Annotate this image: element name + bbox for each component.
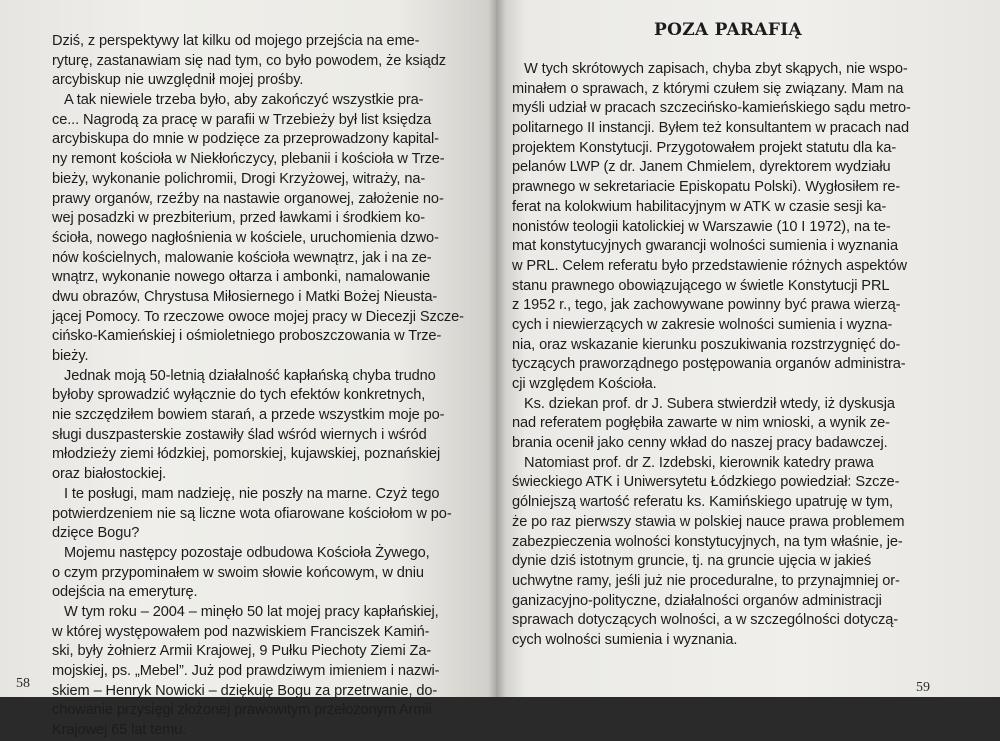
text-line: prawy organów, rzeźby na nastawie organowej, założenie no-: [52, 190, 444, 207]
text-line: nów kościelnych, malowanie kościoła wewnątrz, jak i na ze-: [52, 249, 432, 266]
text-line: nia, oraz wskazanie kierunku poszukiwania rozstrzygnięć do-: [512, 336, 901, 353]
text-line: Mojemu następcy pozostaje odbudowa Kościoła Żywego,: [64, 544, 430, 561]
chapter-heading: POZA PARAFIĄ: [654, 20, 802, 40]
left-page-number: 58: [16, 676, 30, 691]
text-line: ferat na kolokwium habilitacyjnym w ATK w czasie sesji ka-: [512, 198, 887, 215]
text-line: uchwytne ramy, jeśli już nie proceduralne, to przynajmniej or-: [512, 572, 900, 589]
text-line: mat konstytucyjnych gwarancji wolności sumienia i wyznania: [512, 238, 898, 255]
book-gutter: [488, 0, 506, 697]
text-line: nonistów teologii katolickiej w Warszawie (10 I 1972), na te-: [512, 218, 891, 235]
text-line: Ks. dziekan prof. dr J. Subera stwierdził wtedy, iż dyskusja: [524, 395, 895, 412]
text-line: skiem – Henryk Nowicki – dziękuję Bogu za przetrwanie, do-: [52, 682, 438, 699]
text-line: sługi duszpasterskie zostawiły ślad wśród wiernych i wśród: [52, 426, 427, 443]
text-line: politarnego II instancji. Byłem też konsultantem w pracach nad: [512, 120, 909, 137]
text-line: chowanie przysięgi złożonej prawowitym przełożonym Armii: [52, 702, 432, 719]
right-page: [496, 0, 1000, 697]
text-line: nad referatem pogłębiła zawarte w nim wnioski, a wynik ze-: [512, 415, 890, 432]
right-page-text: [512, 60, 928, 651]
text-line: w której występowałem pod nazwiskiem Franciszek Kamiń-: [52, 623, 430, 640]
text-line: bieży, wykonanie polichromii, Drogi Krzyżowej, witraży, na-: [52, 170, 426, 187]
text-line: oraz białostockiej.: [52, 466, 167, 483]
text-line: cińsko-Kamieńskiej i ośmioletniego proboszczowania w Trze-: [52, 328, 442, 345]
text-line: pelanów LWP (z dr. Janem Chmielem, dyrektorem wydziału: [512, 159, 891, 176]
text-line: stanu prawnego obowiązującego w świetle Konstytucji PRL: [512, 277, 890, 294]
text-line: arcybiskup nie uwzględnił mojej prośby.: [52, 72, 304, 89]
text-line: potwierdzeniem nie są liczne wota ofiarowane kościołom w po-: [52, 505, 452, 522]
text-line: mojskiej, ps. „Mebel”. Już pod prawdziwym imieniem i nazwi-: [52, 663, 440, 679]
text-line: nie szczędziłem bowiem starań, a przede wszystkim moje po-: [52, 407, 445, 424]
text-line: z 1952 r., tego, jak zachowywane powinny być prawa wierzą-: [512, 297, 901, 314]
text-line: cych wolności sumienia i wyznania.: [512, 631, 738, 648]
text-line: wej posadzki w prezbiterium, przed ławkami i środkiem ko-: [52, 210, 426, 227]
text-line: dwu obrazów, Chrystusa Miłosiernego i Matki Bożej Nieusta-: [52, 288, 438, 305]
text-line: arcybiskupa do mnie w podzięce za przeprowadzony kapital-: [52, 131, 439, 148]
text-line: ny remont kościoła w Niekłończycy, plebanii i kościoła w Trze-: [52, 151, 445, 168]
text-line: zabezpieczenia wolności konstytucyjnych, na tym właśnie, je-: [512, 533, 903, 550]
text-line: byłoby sprowadzić wyłącznie do tych efektów konkretnych,: [52, 387, 426, 404]
text-line: ski, były żołnierz Armii Krajowej, 9 Pułku Piechoty Ziemi Za-: [52, 643, 432, 660]
text-line: dynie dziś istotnym gruncie, tj. na gruncie ujęcia w jakieś: [512, 553, 872, 570]
text-line: sprawach dotyczących wolności, a w szczególności dotyczą-: [512, 612, 899, 629]
text-line: I te posługi, mam nadzieję, nie poszły na marne. Czyż tego: [64, 485, 440, 502]
left-page-text: [52, 32, 464, 741]
left-page: [0, 0, 496, 739]
text-line: cych i niewierzących w zakresie wolności sumienia i wyzna-: [512, 316, 893, 333]
text-line: cji względem Kościoła.: [512, 376, 657, 392]
text-line: W tych skrótowych zapisach, chyba zbyt skąpych, nie wspo-: [524, 61, 908, 77]
text-line: o czym przypominałem w swoim słowie końcowym, w dniu: [52, 564, 424, 581]
text-line: W tym roku – 2004 – minęło 50 lat mojej pracy kapłańskiej,: [64, 603, 439, 620]
text-line: minałem o sprawach, z którymi czułem się związany. Mam na: [512, 80, 904, 97]
text-line: ce... Nagrodą za pracę w parafii w Trzebieży był list księdza: [52, 111, 432, 128]
text-line: A tak niewiele trzeba było, aby zakończyć wszystkie pra-: [64, 92, 424, 109]
text-line: ryturę, zastanawiam się nad tym, co było powodem, że ksiądz: [52, 52, 446, 69]
text-line: bieży.: [52, 348, 89, 364]
text-line: że po raz pierwszy stawia w polskiej nauce prawa problemem: [512, 513, 905, 530]
text-line: wnątrz, wykonanie nowego ołtarza i ambonki, namalowanie: [52, 269, 431, 286]
text-line: prawnego w sekretariacie Episkopatu Polski). Wygłosiłem re-: [512, 179, 901, 196]
text-line: gólniejszą wartość referatu ks. Kamińskiego upatruję w tym,: [512, 494, 893, 511]
text-line: dzięce Bogu?: [52, 525, 140, 542]
text-line: myśli udział w pracach szczecińsko-kamieńskiego sądu metro-: [512, 100, 911, 117]
text-line: świeckiego ATK i Uniwersytetu Łódzkiego powiedział: Szcze-: [512, 474, 900, 491]
text-line: ganizacyjno-polityczne, działalności organów administracji: [512, 592, 882, 609]
text-line: w PRL. Celem referatu było przedstawienie różnych aspektów: [512, 257, 907, 274]
text-line: Jednak moją 50-letnią działalność kapłańską chyba trudno: [64, 367, 436, 384]
right-page-number: 59: [916, 680, 930, 695]
text-line: projektem Konstytucji. Przygotowałem projekt statutu dla ka-: [512, 139, 897, 156]
text-line: Natomiast prof. dr Z. Izdebski, kierownik katedry prawa: [524, 454, 874, 471]
text-line: ścioła, nowego nagłośnienia w kościele, uruchomienia dzwo-: [52, 229, 439, 246]
text-line: młodzieży ziemi łódzkiej, pomorskiej, kujawskiej, poznańskiej: [52, 446, 441, 463]
text-line: Dziś, z perspektywy lat kilku od mojego przejścia na eme-: [52, 33, 420, 49]
text-line: jącej Pomocy. To rzeczowe owoce mojej pracy w Diecezji Szcze-: [52, 308, 464, 325]
text-line: Krajowej 65 lat temu.: [52, 722, 187, 739]
text-line: tyczących praworządnego postępowania organów administra-: [512, 356, 906, 373]
text-line: brania ocenił jako cenny wkład do naszej pracy badawczej.: [512, 435, 888, 452]
text-line: odejścia na emeryturę.: [52, 584, 198, 601]
